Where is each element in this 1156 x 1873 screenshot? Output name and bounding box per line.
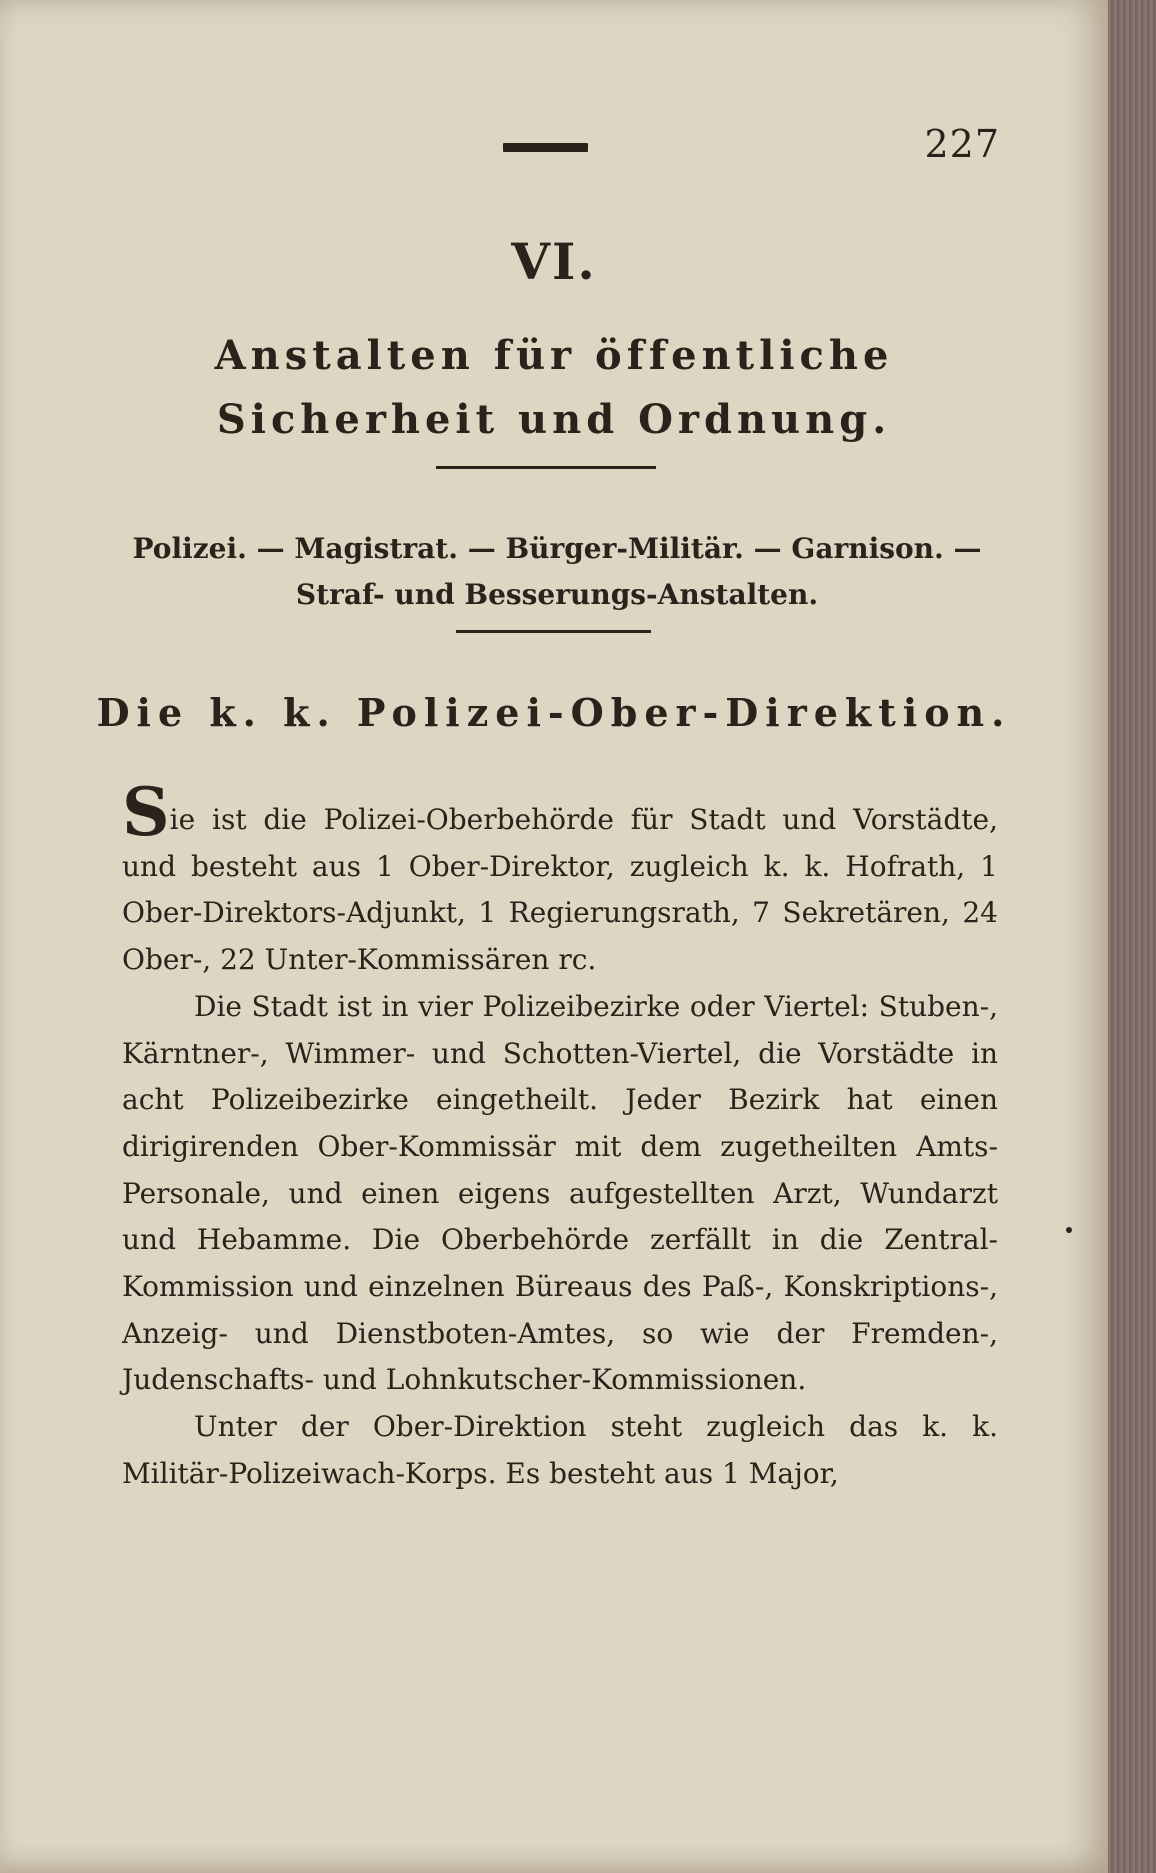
section-heading: Die k. k. Polizei-Ober-Direktion.	[96, 690, 1012, 735]
chapter-title: Anstalten für öffentliche Sicherheit und Ordnung.	[214, 332, 894, 443]
paragraph: Unter der Ober-Direktion steht zugleich das k. k. Militär-Polizeiwach-Korps. Es besteht aus 1 Major,	[122, 1410, 998, 1490]
divider-rule	[436, 466, 656, 469]
chapter-subtitle: Polizei. — Magistrat. — Bürger-Militär. — Garnison. — Straf- und Besserungs-Anstalten.	[132, 532, 982, 611]
paragraph	[122, 773, 998, 984]
ink-spot	[1066, 1227, 1072, 1233]
paragraph-text: ie ist die Polizei-Oberbehörde für Stadt und Vorstädte, und besteht aus 1 Ober-Direktor, zugleich k. k. Hofrath, 1 Ober-Direktors-Adjunkt, 1 Regierungsrath, 7 Sekretären, 24 Ober-, 22 Unter-Kommissären rc.	[122, 803, 998, 977]
divider-rule	[456, 630, 651, 633]
book-fore-edge	[1108, 0, 1156, 1873]
paragraph: Die Stadt ist in vier Polizeibezirke oder Viertel: Stuben-, Kärntner-, Wimmer- und Schotten-Viertel, die Vorstädte in acht Polizeibezirke eingetheilt. Jeder Bezirk hat einen dirigirenden Ober-Kommissär mit dem zugetheilten Amts-Personale, und einen eigens aufgestellten Arzt, Wundarzt und Hebamme. Die Oberbehörde zerfällt in die Zentral-Kommission und einzelnen Büreaus des Paß-, Konskriptions-, Anzeig- und Dienstboten-Amtes, so wie der Fremden-, Judenschafts- und Lohnkutscher-Kommissionen.	[122, 989, 998, 1397]
body-text	[122, 773, 998, 1498]
drop-cap: S	[122, 773, 170, 851]
header-ornament-rule	[503, 143, 588, 152]
chapter-number: VI.	[511, 232, 597, 291]
page-number: 227	[924, 122, 1000, 166]
